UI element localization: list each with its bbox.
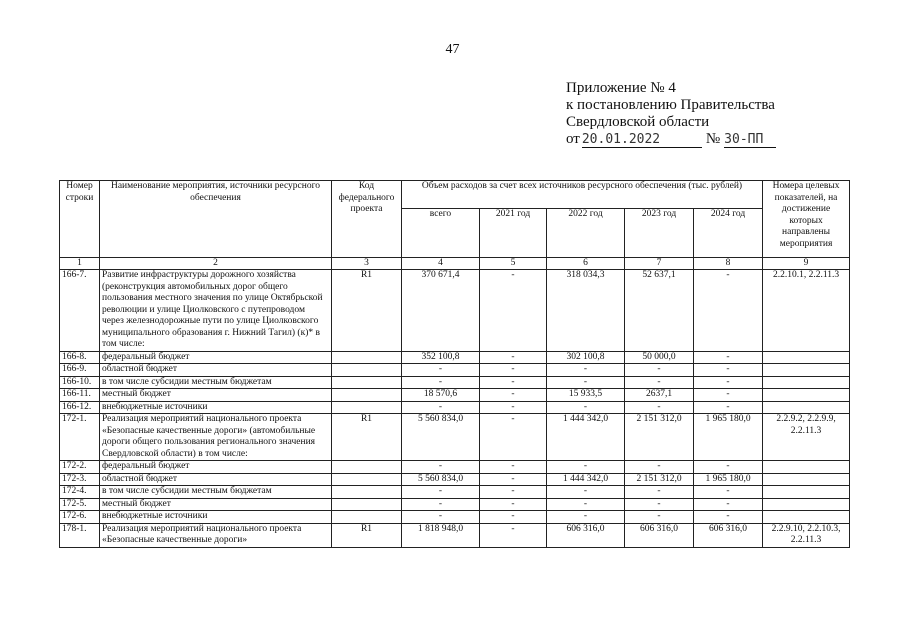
total-cell: - bbox=[402, 486, 480, 499]
y2023-cell: 50 000,0 bbox=[625, 351, 694, 364]
y2021-cell: - bbox=[480, 414, 547, 461]
y2021-cell: - bbox=[480, 401, 547, 414]
total-cell: - bbox=[402, 461, 480, 474]
table-row bbox=[60, 511, 850, 524]
total-cell: 5 560 834,0 bbox=[402, 473, 480, 486]
federal-code-cell bbox=[332, 461, 402, 474]
federal-code-cell bbox=[332, 498, 402, 511]
targets-cell: 2.2.10.1, 2.2.11.3 bbox=[763, 270, 850, 352]
row-number-cell: 172-3. bbox=[60, 473, 100, 486]
name-cell: местный бюджет bbox=[100, 389, 332, 402]
column-index: 3 bbox=[332, 258, 402, 270]
y2023-cell: - bbox=[625, 461, 694, 474]
name-cell: в том числе субсидии местным бюджетам bbox=[100, 486, 332, 499]
y2022-cell: 318 034,3 bbox=[547, 270, 625, 352]
table-row bbox=[60, 461, 850, 474]
column-index-row bbox=[60, 258, 850, 270]
total-cell: 5 560 834,0 bbox=[402, 414, 480, 461]
resolution-number: 30-ПП bbox=[724, 132, 776, 148]
federal-code-cell: R1 bbox=[332, 270, 402, 352]
y2023-cell: - bbox=[625, 401, 694, 414]
name-cell: Реализация мероприятий национального проекта «Безопасные качественные дороги» bbox=[100, 523, 332, 547]
y2024-cell: - bbox=[694, 364, 763, 377]
y2021-cell: - bbox=[480, 389, 547, 402]
y2024-cell: - bbox=[694, 351, 763, 364]
appendix-header bbox=[566, 80, 776, 148]
row-number-cell: 166-11. bbox=[60, 389, 100, 402]
federal-code-cell bbox=[332, 473, 402, 486]
y2023-cell: - bbox=[625, 498, 694, 511]
table-row bbox=[60, 498, 850, 511]
header-total: всего bbox=[402, 209, 480, 258]
targets-cell bbox=[763, 401, 850, 414]
y2024-cell: - bbox=[694, 270, 763, 352]
y2024-cell: 1 965 180,0 bbox=[694, 414, 763, 461]
row-number-cell: 178-1. bbox=[60, 523, 100, 547]
row-number-cell: 172-4. bbox=[60, 486, 100, 499]
federal-code-cell bbox=[332, 364, 402, 377]
y2022-cell: - bbox=[547, 364, 625, 377]
y2021-cell: - bbox=[480, 270, 547, 352]
federal-code-cell bbox=[332, 401, 402, 414]
column-index: 2 bbox=[100, 258, 332, 270]
targets-cell bbox=[763, 486, 850, 499]
header-row-number: Номер строки bbox=[60, 181, 100, 258]
number-label: № bbox=[705, 131, 721, 147]
total-cell: 352 100,8 bbox=[402, 351, 480, 364]
y2023-cell: 2 151 312,0 bbox=[625, 473, 694, 486]
y2022-cell: 302 100,8 bbox=[547, 351, 625, 364]
page-number: 47 bbox=[445, 42, 460, 57]
row-number-cell: 172-6. bbox=[60, 511, 100, 524]
table-row bbox=[60, 401, 850, 414]
header-2023: 2023 год bbox=[625, 209, 694, 258]
row-number-cell: 172-2. bbox=[60, 461, 100, 474]
name-cell: внебюджетные источники bbox=[100, 511, 332, 524]
y2024-cell: 606 316,0 bbox=[694, 523, 763, 547]
y2023-cell: - bbox=[625, 486, 694, 499]
total-cell: - bbox=[402, 511, 480, 524]
name-cell: федеральный бюджет bbox=[100, 351, 332, 364]
column-index: 1 bbox=[60, 258, 100, 270]
name-cell: федеральный бюджет bbox=[100, 461, 332, 474]
appendix-title: Приложение № 4 bbox=[566, 80, 676, 96]
table-row bbox=[60, 389, 850, 402]
y2024-cell: - bbox=[694, 376, 763, 389]
resolution-date-number bbox=[566, 131, 776, 148]
total-cell: 370 671,4 bbox=[402, 270, 480, 352]
row-number-cell: 166-10. bbox=[60, 376, 100, 389]
federal-code-cell bbox=[332, 389, 402, 402]
row-number-cell: 166-9. bbox=[60, 364, 100, 377]
y2023-cell: 606 316,0 bbox=[625, 523, 694, 547]
name-cell: местный бюджет bbox=[100, 498, 332, 511]
table-row bbox=[60, 270, 850, 352]
y2022-cell: - bbox=[547, 498, 625, 511]
y2024-cell: - bbox=[694, 401, 763, 414]
y2023-cell: - bbox=[625, 511, 694, 524]
name-cell: Развитие инфраструктуры дорожного хозяйства (реконструкция автомобильных дорог общего пользования местного значения по улице Октябрьской революции и улице Циолковского с путепроводом через железнодорожные пути по улице Циолковского муниципального образования г. Нижний Тагил) (к)* в том числе: bbox=[100, 270, 332, 352]
name-cell: внебюджетные источники bbox=[100, 401, 332, 414]
federal-code-cell: R1 bbox=[332, 414, 402, 461]
y2021-cell: - bbox=[480, 376, 547, 389]
y2023-cell: - bbox=[625, 376, 694, 389]
table-row bbox=[60, 351, 850, 364]
total-cell: - bbox=[402, 376, 480, 389]
appendix-region: Свердловской области bbox=[566, 114, 710, 130]
appendix-resolution: к постановлению Правительства bbox=[566, 97, 775, 113]
header-targets: Номера целевых показателей, на достижение которых направлены мероприятия bbox=[763, 181, 850, 258]
column-index: 9 bbox=[763, 258, 850, 270]
y2021-cell: - bbox=[480, 461, 547, 474]
budget-table bbox=[59, 180, 850, 548]
column-index: 8 bbox=[694, 258, 763, 270]
y2022-cell: - bbox=[547, 401, 625, 414]
y2022-cell: - bbox=[547, 376, 625, 389]
y2021-cell: - bbox=[480, 511, 547, 524]
row-number-cell: 166-7. bbox=[60, 270, 100, 352]
total-cell: 18 570,6 bbox=[402, 389, 480, 402]
name-cell: в том числе субсидии местным бюджетам bbox=[100, 376, 332, 389]
y2024-cell: - bbox=[694, 486, 763, 499]
targets-cell bbox=[763, 364, 850, 377]
table-row bbox=[60, 473, 850, 486]
total-cell: - bbox=[402, 498, 480, 511]
header-federal-code: Код федерального проекта bbox=[332, 181, 402, 258]
name-cell: областной бюджет bbox=[100, 473, 332, 486]
table-row bbox=[60, 364, 850, 377]
table-row bbox=[60, 376, 850, 389]
y2021-cell: - bbox=[480, 364, 547, 377]
row-number-cell: 166-8. bbox=[60, 351, 100, 364]
targets-cell bbox=[763, 351, 850, 364]
column-index: 6 bbox=[547, 258, 625, 270]
row-number-cell: 172-5. bbox=[60, 498, 100, 511]
targets-cell bbox=[763, 461, 850, 474]
column-index: 7 bbox=[625, 258, 694, 270]
y2022-cell: 606 316,0 bbox=[547, 523, 625, 547]
table-row bbox=[60, 523, 850, 547]
name-cell: Реализация мероприятий национального проекта «Безопасные качественные дороги» (автомобильные дороги общего пользования регионального значения Свердловской области) в том числе: bbox=[100, 414, 332, 461]
header-expenses: Объем расходов за счет всех источников ресурсного обеспечения (тыс. рублей) bbox=[402, 181, 763, 209]
row-number-cell: 172-1. bbox=[60, 414, 100, 461]
table-row bbox=[60, 414, 850, 461]
y2023-cell: 52 637,1 bbox=[625, 270, 694, 352]
y2023-cell: 2637,1 bbox=[625, 389, 694, 402]
y2023-cell: - bbox=[625, 364, 694, 377]
y2021-cell: - bbox=[480, 486, 547, 499]
targets-cell bbox=[763, 376, 850, 389]
y2024-cell: 1 965 180,0 bbox=[694, 473, 763, 486]
targets-cell bbox=[763, 498, 850, 511]
from-label: от bbox=[566, 131, 580, 147]
y2024-cell: - bbox=[694, 389, 763, 402]
targets-cell: 2.2.9.10, 2.2.10.3, 2.2.11.3 bbox=[763, 523, 850, 547]
targets-cell bbox=[763, 473, 850, 486]
row-number-cell: 166-12. bbox=[60, 401, 100, 414]
y2022-cell: 1 444 342,0 bbox=[547, 473, 625, 486]
y2023-cell: 2 151 312,0 bbox=[625, 414, 694, 461]
column-index: 5 bbox=[480, 258, 547, 270]
y2022-cell: - bbox=[547, 511, 625, 524]
targets-cell bbox=[763, 389, 850, 402]
total-cell: - bbox=[402, 401, 480, 414]
y2021-cell: - bbox=[480, 351, 547, 364]
y2024-cell: - bbox=[694, 461, 763, 474]
y2022-cell: - bbox=[547, 486, 625, 499]
targets-cell bbox=[763, 511, 850, 524]
name-cell: областной бюджет bbox=[100, 364, 332, 377]
targets-cell: 2.2.9.2, 2.2.9.9, 2.2.11.3 bbox=[763, 414, 850, 461]
y2024-cell: - bbox=[694, 498, 763, 511]
resolution-date: 20.01.2022 bbox=[582, 132, 702, 148]
header-2024: 2024 год bbox=[694, 209, 763, 258]
y2022-cell: 1 444 342,0 bbox=[547, 414, 625, 461]
y2021-cell: - bbox=[480, 498, 547, 511]
federal-code-cell bbox=[332, 376, 402, 389]
y2021-cell: - bbox=[480, 473, 547, 486]
federal-code-cell: R1 bbox=[332, 523, 402, 547]
header-name: Наименование мероприятия, источники ресурсного обеспечения bbox=[100, 181, 332, 258]
table-body bbox=[60, 270, 850, 548]
y2024-cell: - bbox=[694, 511, 763, 524]
table-row bbox=[60, 486, 850, 499]
y2022-cell: 15 933,5 bbox=[547, 389, 625, 402]
federal-code-cell bbox=[332, 351, 402, 364]
header-2021: 2021 год bbox=[480, 209, 547, 258]
header-2022: 2022 год bbox=[547, 209, 625, 258]
y2022-cell: - bbox=[547, 461, 625, 474]
federal-code-cell bbox=[332, 486, 402, 499]
y2021-cell: - bbox=[480, 523, 547, 547]
federal-code-cell bbox=[332, 511, 402, 524]
total-cell: 1 818 948,0 bbox=[402, 523, 480, 547]
table-header bbox=[60, 181, 850, 270]
column-index: 4 bbox=[402, 258, 480, 270]
total-cell: - bbox=[402, 364, 480, 377]
